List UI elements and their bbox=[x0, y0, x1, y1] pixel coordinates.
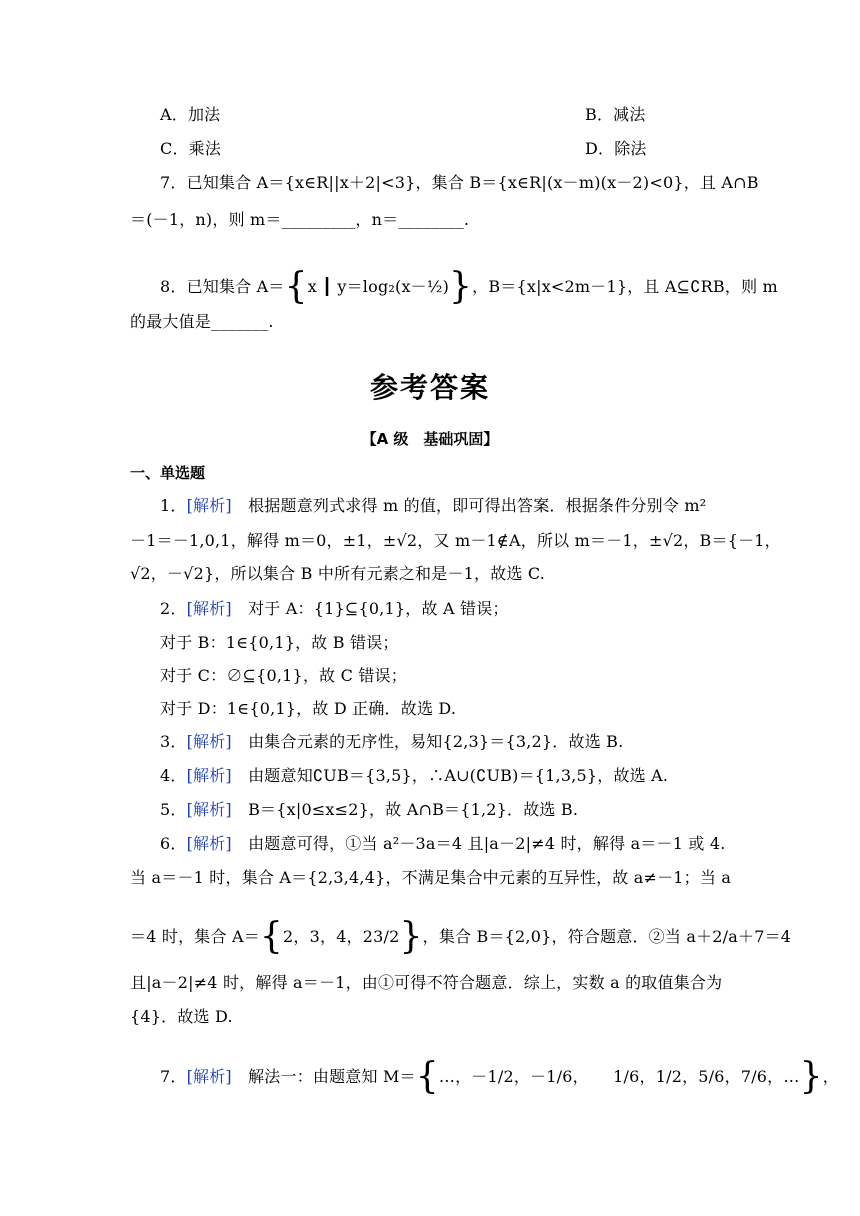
answer-4 bbox=[160, 765, 770, 787]
answer-6-set: 2，3，4，23/2 bbox=[283, 927, 400, 946]
answer-2-option-d: 对于 D：1∈{0,1}，故 D 正确．故选 D. bbox=[160, 699, 457, 718]
question-8-suffix: ，B＝{x|x<2m－1}，且 A⊆∁RB，则 m bbox=[472, 277, 778, 296]
answer-3 bbox=[160, 731, 770, 753]
question-8-prefix: 8．已知集合 A＝ bbox=[160, 277, 285, 296]
option-d: D．除法 bbox=[585, 139, 647, 158]
answers-title: 参考答案 bbox=[369, 371, 490, 404]
answer-6-line-4: 且|a－2|≠4 时，解得 a＝－1，由①可得不符合题意．综上，实数 a 的取值集合为 bbox=[130, 973, 723, 992]
answer-number: 2． bbox=[160, 599, 187, 618]
question-8-line-2 bbox=[130, 311, 740, 333]
answer-number: 7． bbox=[160, 1067, 187, 1086]
right-brace: } bbox=[449, 266, 473, 307]
answer-6-line-3 bbox=[130, 916, 792, 957]
answer-1-line-3: √2，－√2}，所以集合 B 中所有元素之和是－1，故选 C. bbox=[130, 564, 546, 583]
answer-text: 由题意可得，①当 a²－3a＝4 且|a－2|≠4 时，解得 a＝－1 或 4. bbox=[231, 834, 726, 853]
answer-6-suffix: ，集合 B＝{2,0}，符合题意．②当 a＋2/a＋7＝4 bbox=[422, 927, 792, 946]
analysis-tag: [解析] bbox=[186, 766, 232, 785]
answer-7-end: ， bbox=[822, 1067, 839, 1086]
analysis-tag: [解析] bbox=[186, 834, 232, 853]
answer-2-line-1 bbox=[160, 598, 770, 620]
section-heading: 一、单选题 bbox=[130, 464, 206, 482]
answer-text: B＝{x|0≤x≤2}，故 A∩B＝{1,2}．故选 B. bbox=[231, 800, 579, 819]
answer-text: 对于 A：{1}⊆{0,1}，故 A 错误； bbox=[231, 599, 509, 618]
answer-2-option-c: 对于 C：∅⊆{0,1}，故 C 错误； bbox=[160, 666, 407, 685]
answer-6-line-1 bbox=[160, 833, 770, 855]
level-heading: 【A 级 基础巩固】 bbox=[361, 430, 499, 448]
answer-text: 根据题意列式求得 m 的值，即可得出答案．根据条件分别令 m² bbox=[231, 496, 707, 515]
answer-7-line-1 bbox=[160, 1056, 839, 1097]
answer-number: 6． bbox=[160, 834, 187, 853]
left-brace: { bbox=[415, 1056, 439, 1097]
question-7-line-1: 7．已知集合 A＝{x∈R||x＋2|<3}，集合 B＝{x∈R|(x－m)(x－2)<0}，且 A∩B bbox=[160, 173, 759, 192]
answer-1-line-2: －1＝－1,0,1，解得 m＝0，±1，±√2，又 m－1∉A，所以 m＝－1，±√2，B＝{－1， bbox=[130, 531, 781, 550]
analysis-tag: [解析] bbox=[186, 732, 232, 751]
answer-number: 4． bbox=[160, 766, 187, 785]
option-b: B．减法 bbox=[585, 105, 646, 124]
analysis-tag: [解析] bbox=[186, 599, 232, 618]
answer-text: 解法一：由题意知 M＝ bbox=[231, 1067, 416, 1086]
option-c: C．乘法 bbox=[160, 139, 222, 158]
answer-number: 1． bbox=[160, 496, 187, 515]
answer-5 bbox=[160, 799, 770, 821]
question-7-line-2: ＝(－1，n)，则 m＝_________，n＝________. bbox=[130, 210, 470, 229]
options-row-2 bbox=[160, 138, 770, 160]
right-brace: } bbox=[799, 1056, 823, 1097]
answer-7-set: …，－1/2，－1/6， 1/6，1/2，5/6，7/6，… bbox=[438, 1067, 800, 1086]
option-a: A．加法 bbox=[160, 105, 221, 124]
answer-number: 5． bbox=[160, 800, 187, 819]
answer-1-line-1 bbox=[160, 495, 770, 517]
answer-6-prefix: ＝4 时，集合 A＝ bbox=[130, 927, 260, 946]
options-row-1 bbox=[160, 104, 770, 126]
answer-6-line-5: {4}．故选 D. bbox=[130, 1007, 233, 1026]
analysis-tag: [解析] bbox=[186, 800, 232, 819]
left-brace: { bbox=[284, 266, 308, 307]
left-brace: { bbox=[259, 916, 284, 957]
analysis-tag: [解析] bbox=[186, 496, 232, 515]
answer-2-option-b: 对于 B：1∈{0,1}，故 B 错误； bbox=[160, 633, 399, 652]
analysis-tag: [解析] bbox=[186, 1067, 232, 1086]
answer-number: 3． bbox=[160, 732, 187, 751]
answer-6-line-2: 当 a＝－1 时，集合 A＝{2,3,4,4}，不满足集合中元素的互异性，故 a≠－1；当 a bbox=[130, 868, 732, 887]
answer-text: 由题意知∁UB＝{3,5}，∴A∪(∁UB)＝{1,3,5}，故选 A. bbox=[231, 766, 669, 785]
question-8-blank: 的最大值是_______. bbox=[130, 312, 274, 331]
right-brace: } bbox=[399, 916, 423, 957]
question-8-line-1 bbox=[160, 266, 778, 307]
answer-text: 由集合元素的无序性，易知{2,3}＝{3,2}．故选 B. bbox=[231, 732, 624, 751]
question-8-set: x ┃ y＝log₂(x－½) bbox=[307, 277, 450, 296]
